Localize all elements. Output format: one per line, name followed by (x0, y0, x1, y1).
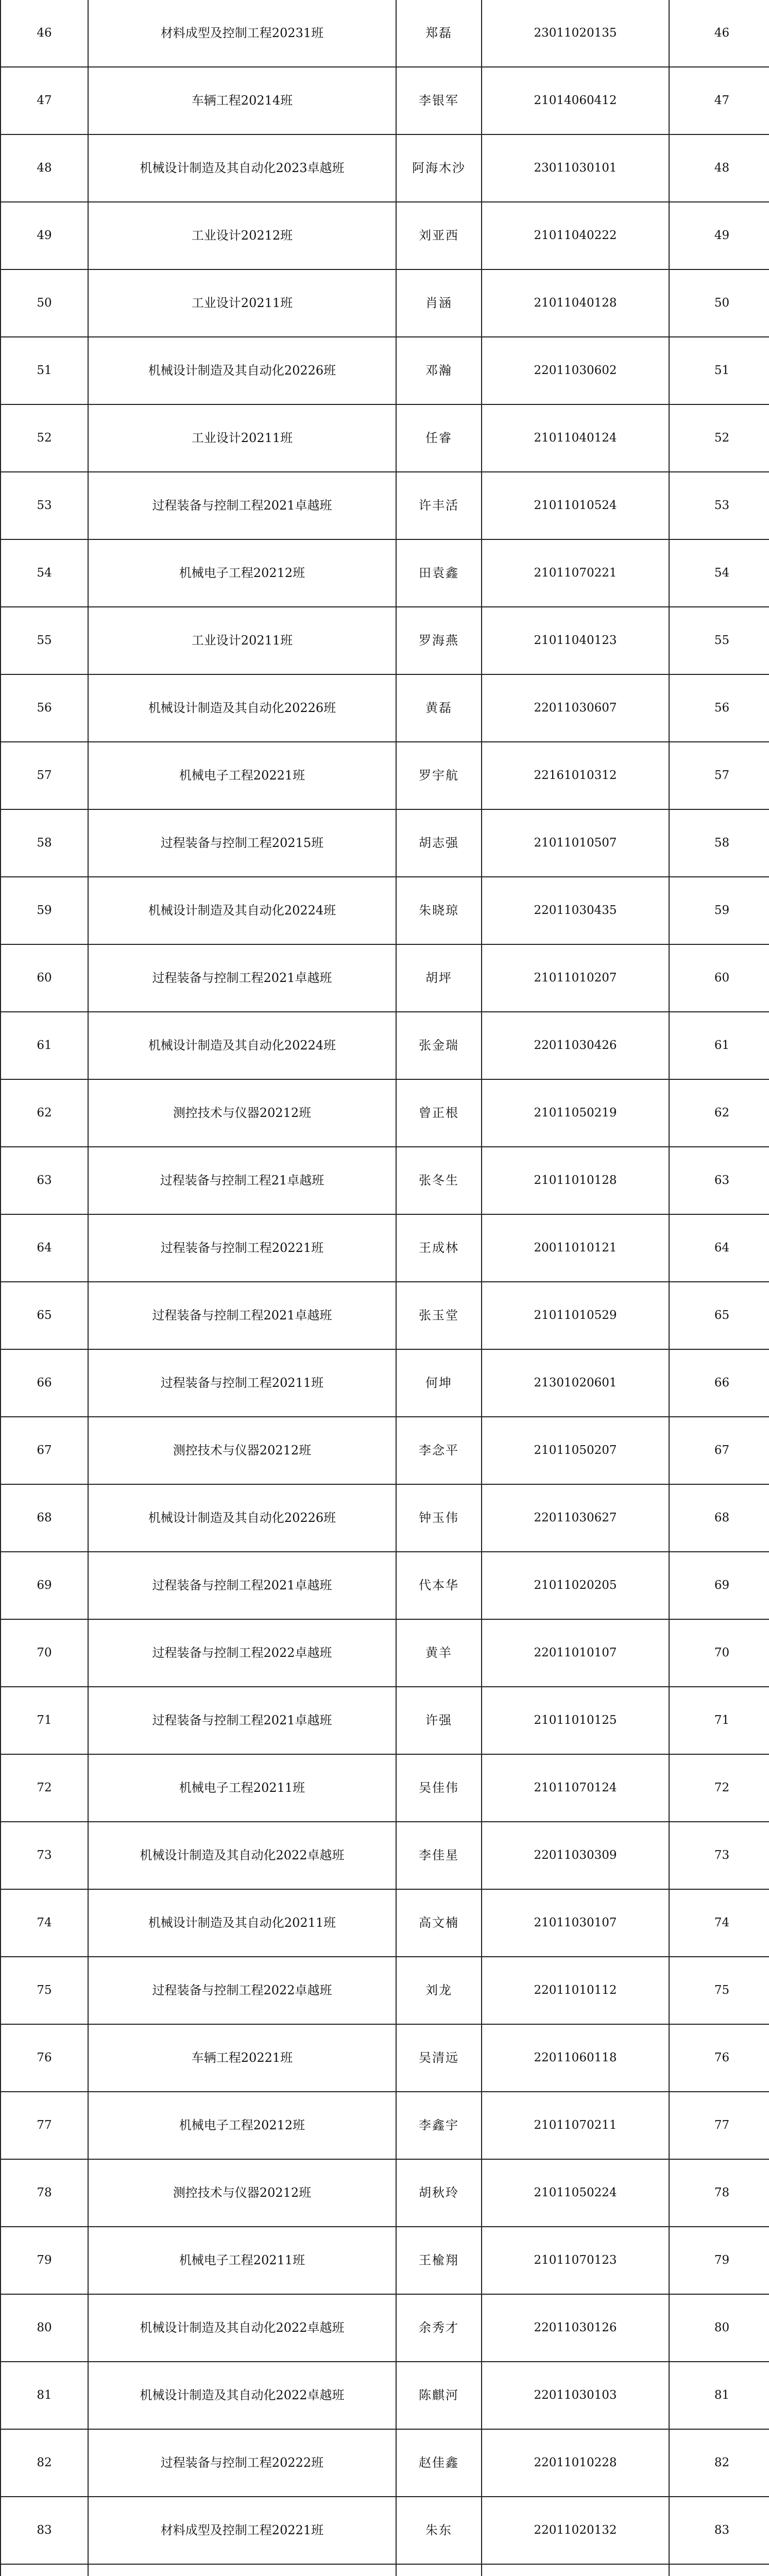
row-number-cell: 78 (1, 2159, 88, 2227)
student-id-cell: 21011030107 (482, 1889, 669, 1957)
sequence-number-cell: 52 (669, 404, 769, 472)
class-name-cell: 机械电子工程20212班 (88, 539, 396, 607)
row-number-cell: 61 (1, 1012, 88, 1079)
row-number-cell: 48 (1, 134, 88, 202)
sequence-number-cell: 54 (669, 539, 769, 607)
row-number-cell: 47 (1, 67, 88, 134)
row-number-cell: 67 (1, 1417, 88, 1484)
student-name-cell: 代本华 (396, 1552, 482, 1619)
table-row (1, 1214, 769, 1282)
row-number-cell: 50 (1, 269, 88, 337)
sequence-number-cell: 55 (669, 607, 769, 674)
class-name-cell: 工业设计20211班 (88, 404, 396, 472)
student-id-cell: 22161010312 (482, 742, 669, 809)
student-name-cell: 李银军 (396, 67, 482, 134)
row-number-cell: 73 (1, 1822, 88, 1889)
class-name-cell: 机械设计制造及其自动化2023卓越班 (88, 134, 396, 202)
sequence-number-cell: 63 (669, 1147, 769, 1214)
student-name-cell: 何坤 (396, 1349, 482, 1417)
student-id-cell: 20011010121 (482, 1214, 669, 1282)
sequence-number-cell: 74 (669, 1889, 769, 1957)
table-row (1, 0, 769, 67)
class-name-cell: 机械设计制造及其自动化2022卓越班 (88, 2294, 396, 2362)
student-id-cell: 21011040124 (482, 404, 669, 472)
sequence-number-cell: 83 (669, 2497, 769, 2564)
class-name-cell: 车辆工程20221班 (88, 2024, 396, 2092)
student-id-cell: 21011010529 (482, 1282, 669, 1349)
table-row (1, 1079, 769, 1147)
student-id-cell: 21011010125 (482, 1687, 669, 1754)
student-name-cell: 罗海燕 (396, 607, 482, 674)
table-row (1, 809, 769, 877)
table-row (1, 2227, 769, 2294)
row-number-cell: 57 (1, 742, 88, 809)
student-name-cell: 钟玉伟 (396, 1484, 482, 1552)
sequence-number-cell: 48 (669, 134, 769, 202)
table-row (1, 337, 769, 404)
student-id-cell: 21011010207 (482, 944, 669, 1012)
table-row (1, 1484, 769, 1552)
student-name-cell: 黄磊 (396, 674, 482, 742)
class-name-cell: 机械设计制造及其自动化2022卓越班 (88, 2362, 396, 2429)
table-row (1, 1552, 769, 1619)
row-number-cell: 64 (1, 1214, 88, 1282)
class-name-cell: 工业设计20211班 (88, 269, 396, 337)
sequence-number-cell (669, 2564, 769, 2576)
row-number-cell: 79 (1, 2227, 88, 2294)
student-name-cell: 刘龙 (396, 1957, 482, 2024)
student-id-cell: 22011030627 (482, 1484, 669, 1552)
student-id-cell: 21014060412 (482, 67, 669, 134)
row-number-cell: 53 (1, 472, 88, 539)
student-name-cell: 赵佳鑫 (396, 2429, 482, 2497)
row-number-cell: 49 (1, 202, 88, 269)
table-row (1, 67, 769, 134)
student-name-cell: 郑磊 (396, 0, 482, 67)
student-name-cell (396, 2564, 482, 2576)
class-name-cell: 机械电子工程20212班 (88, 2092, 396, 2159)
class-name-cell: 机械设计制造及其自动化20226班 (88, 1484, 396, 1552)
sequence-number-cell: 64 (669, 1214, 769, 1282)
sequence-number-cell: 59 (669, 877, 769, 944)
row-number-cell: 62 (1, 1079, 88, 1147)
sequence-number-cell: 56 (669, 674, 769, 742)
student-name-cell: 朱晓琼 (396, 877, 482, 944)
table-row (1, 472, 769, 539)
student-name-cell: 李念平 (396, 1417, 482, 1484)
table-row (1, 1754, 769, 1822)
row-number-cell: 71 (1, 1687, 88, 1754)
student-name-cell: 田袁鑫 (396, 539, 482, 607)
roster-table-body (1, 0, 769, 2576)
row-number-cell: 51 (1, 337, 88, 404)
table-row (1, 1147, 769, 1214)
student-id-cell: 21011010507 (482, 809, 669, 877)
student-id-cell: 21011050224 (482, 2159, 669, 2227)
class-name-cell: 机械设计制造及其自动化20226班 (88, 674, 396, 742)
class-name-cell: 机械设计制造及其自动化20224班 (88, 1012, 396, 1079)
row-number-cell: 83 (1, 2497, 88, 2564)
row-number-cell: 66 (1, 1349, 88, 1417)
class-name-cell: 过程装备与控制工程2021卓越班 (88, 944, 396, 1012)
class-name-cell: 工业设计20211班 (88, 607, 396, 674)
sequence-number-cell: 81 (669, 2362, 769, 2429)
row-number-cell: 63 (1, 1147, 88, 1214)
class-name-cell: 过程装备与控制工程20222班 (88, 2429, 396, 2497)
table-row (1, 539, 769, 607)
row-number-cell (1, 2564, 88, 2576)
row-number-cell: 82 (1, 2429, 88, 2497)
table-row (1, 944, 769, 1012)
sequence-number-cell: 66 (669, 1349, 769, 1417)
student-id-cell: 21011010128 (482, 1147, 669, 1214)
class-name-cell: 机械设计制造及其自动化20224班 (88, 877, 396, 944)
row-number-cell: 81 (1, 2362, 88, 2429)
sequence-number-cell: 65 (669, 1282, 769, 1349)
student-id-cell: 23011030101 (482, 134, 669, 202)
table-row (1, 1012, 769, 1079)
class-name-cell: 过程装备与控制工程2022卓越班 (88, 1619, 396, 1687)
student-name-cell: 陈麒河 (396, 2362, 482, 2429)
sequence-number-cell: 61 (669, 1012, 769, 1079)
sequence-number-cell: 79 (669, 2227, 769, 2294)
table-row (1, 2497, 769, 2564)
class-name-cell: 车辆工程20214班 (88, 67, 396, 134)
class-name-cell: 过程装备与控制工程20215班 (88, 809, 396, 877)
table-row (1, 1349, 769, 1417)
row-number-cell: 77 (1, 2092, 88, 2159)
row-number-cell: 56 (1, 674, 88, 742)
row-number-cell: 46 (1, 0, 88, 67)
sequence-number-cell: 49 (669, 202, 769, 269)
student-name-cell: 黄羊 (396, 1619, 482, 1687)
row-number-cell: 52 (1, 404, 88, 472)
sequence-number-cell: 46 (669, 0, 769, 67)
table-row (1, 1417, 769, 1484)
student-id-cell: 21011070211 (482, 2092, 669, 2159)
sequence-number-cell: 75 (669, 1957, 769, 2024)
student-id-cell: 22011030126 (482, 2294, 669, 2362)
class-name-cell: 机械设计制造及其自动化20226班 (88, 337, 396, 404)
class-name-cell: 材料成型及控制工程20231班 (88, 0, 396, 67)
row-number-cell: 60 (1, 944, 88, 1012)
student-name-cell: 王楡翔 (396, 2227, 482, 2294)
class-name-cell: 机械设计制造及其自动化20211班 (88, 1889, 396, 1957)
student-id-cell: 21011040128 (482, 269, 669, 337)
student-name-cell: 阿海木沙 (396, 134, 482, 202)
student-id-cell: 21011040123 (482, 607, 669, 674)
student-id-cell: 21011070123 (482, 2227, 669, 2294)
sequence-number-cell: 76 (669, 2024, 769, 2092)
sequence-number-cell: 80 (669, 2294, 769, 2362)
sequence-number-cell: 77 (669, 2092, 769, 2159)
student-id-cell: 22011030435 (482, 877, 669, 944)
table-row (1, 1957, 769, 2024)
student-name-cell: 邓瀚 (396, 337, 482, 404)
row-number-cell: 80 (1, 2294, 88, 2362)
sequence-number-cell: 70 (669, 1619, 769, 1687)
row-number-cell: 59 (1, 877, 88, 944)
sequence-number-cell: 78 (669, 2159, 769, 2227)
student-name-cell: 许强 (396, 1687, 482, 1754)
student-id-cell: 21011050219 (482, 1079, 669, 1147)
student-name-cell: 胡坪 (396, 944, 482, 1012)
student-id-cell: 21011050207 (482, 1417, 669, 1484)
student-name-cell: 胡志强 (396, 809, 482, 877)
table-row (1, 2429, 769, 2497)
student-id-cell: 22011010107 (482, 1619, 669, 1687)
student-id-cell: 21011010524 (482, 472, 669, 539)
student-id-cell: 22011030103 (482, 2362, 669, 2429)
student-id-cell: 22011060118 (482, 2024, 669, 2092)
student-name-cell: 胡秋玲 (396, 2159, 482, 2227)
sequence-number-cell: 69 (669, 1552, 769, 1619)
row-number-cell: 68 (1, 1484, 88, 1552)
class-name-cell: 过程装备与控制工程21卓越班 (88, 1147, 396, 1214)
student-name-cell: 曾正根 (396, 1079, 482, 1147)
student-id-cell: 22011030426 (482, 1012, 669, 1079)
row-number-cell: 65 (1, 1282, 88, 1349)
sequence-number-cell: 58 (669, 809, 769, 877)
table-row (1, 742, 769, 809)
student-name-cell: 肖涵 (396, 269, 482, 337)
class-name-cell: 工业设计20212班 (88, 202, 396, 269)
student-name-cell: 罗宇航 (396, 742, 482, 809)
row-number-cell: 58 (1, 809, 88, 877)
table-row (1, 404, 769, 472)
class-name-cell: 机械设计制造及其自动化2022卓越班 (88, 1822, 396, 1889)
class-name-cell: 过程装备与控制工程2022卓越班 (88, 1957, 396, 2024)
class-name-cell: 过程装备与控制工程2021卓越班 (88, 1552, 396, 1619)
class-name-cell: 机械电子工程20211班 (88, 2227, 396, 2294)
sequence-number-cell: 60 (669, 944, 769, 1012)
class-name-cell: 过程装备与控制工程20211班 (88, 1349, 396, 1417)
class-name-cell: 机械电子工程20211班 (88, 1754, 396, 1822)
student-name-cell: 高文楠 (396, 1889, 482, 1957)
class-name-cell: 过程装备与控制工程2021卓越班 (88, 1687, 396, 1754)
row-number-cell: 76 (1, 2024, 88, 2092)
student-name-cell: 许丰活 (396, 472, 482, 539)
student-name-cell: 张玉堂 (396, 1282, 482, 1349)
class-name-cell: 机械电子工程20221班 (88, 742, 396, 809)
student-id-cell: 22011020132 (482, 2497, 669, 2564)
student-name-cell: 余秀才 (396, 2294, 482, 2362)
row-number-cell: 72 (1, 1754, 88, 1822)
student-name-cell: 张金瑞 (396, 1012, 482, 1079)
sequence-number-cell: 67 (669, 1417, 769, 1484)
sequence-number-cell: 51 (669, 337, 769, 404)
row-number-cell: 70 (1, 1619, 88, 1687)
class-name-cell: 测控技术与仪器20212班 (88, 2159, 396, 2227)
student-name-cell: 刘亚西 (396, 202, 482, 269)
student-id-cell: 22011030602 (482, 337, 669, 404)
student-id-cell: 21301020601 (482, 1349, 669, 1417)
student-id-cell: 22011010228 (482, 2429, 669, 2497)
table-row (1, 674, 769, 742)
student-name-cell: 李鑫宇 (396, 2092, 482, 2159)
student-name-cell: 李佳星 (396, 1822, 482, 1889)
row-number-cell: 75 (1, 1957, 88, 2024)
student-name-cell: 朱东 (396, 2497, 482, 2564)
row-number-cell: 55 (1, 607, 88, 674)
table-row (1, 1687, 769, 1754)
sequence-number-cell: 53 (669, 472, 769, 539)
student-id-cell: 22011030607 (482, 674, 669, 742)
table-row (1, 607, 769, 674)
table-row (1, 2564, 769, 2576)
student-id-cell: 21011070124 (482, 1754, 669, 1822)
table-row (1, 1822, 769, 1889)
row-number-cell: 74 (1, 1889, 88, 1957)
sequence-number-cell: 72 (669, 1754, 769, 1822)
class-name-cell: 过程装备与控制工程2021卓越班 (88, 472, 396, 539)
student-id-cell: 21011070221 (482, 539, 669, 607)
student-id-cell: 23011020135 (482, 0, 669, 67)
student-id-cell: 21011020205 (482, 1552, 669, 1619)
table-row (1, 2159, 769, 2227)
sequence-number-cell: 62 (669, 1079, 769, 1147)
student-id-cell: 22011030309 (482, 1822, 669, 1889)
class-name-cell: 测控技术与仪器20212班 (88, 1417, 396, 1484)
student-name-cell: 吴佳伟 (396, 1754, 482, 1822)
class-name-cell: 过程装备与控制工程20221班 (88, 1214, 396, 1282)
class-name-cell (88, 2564, 396, 2576)
student-name-cell: 任睿 (396, 404, 482, 472)
sequence-number-cell: 71 (669, 1687, 769, 1754)
sequence-number-cell: 68 (669, 1484, 769, 1552)
sequence-number-cell: 50 (669, 269, 769, 337)
table-row (1, 134, 769, 202)
student-name-cell: 张冬生 (396, 1147, 482, 1214)
table-row (1, 202, 769, 269)
class-name-cell: 过程装备与控制工程2021卓越班 (88, 1282, 396, 1349)
student-id-cell: 22011010112 (482, 1957, 669, 2024)
table-row (1, 877, 769, 944)
sequence-number-cell: 47 (669, 67, 769, 134)
student-name-cell: 吴清远 (396, 2024, 482, 2092)
row-number-cell: 54 (1, 539, 88, 607)
table-row (1, 1282, 769, 1349)
sequence-number-cell: 57 (669, 742, 769, 809)
table-row (1, 2294, 769, 2362)
table-row (1, 1619, 769, 1687)
sequence-number-cell: 82 (669, 2429, 769, 2497)
student-id-cell: 21011040222 (482, 202, 669, 269)
table-row (1, 2092, 769, 2159)
student-name-cell: 王成林 (396, 1214, 482, 1282)
table-row (1, 269, 769, 337)
class-name-cell: 测控技术与仪器20212班 (88, 1079, 396, 1147)
table-row (1, 2024, 769, 2092)
sequence-number-cell: 73 (669, 1822, 769, 1889)
row-number-cell: 69 (1, 1552, 88, 1619)
table-row (1, 1889, 769, 1957)
student-id-cell (482, 2564, 669, 2576)
class-name-cell: 材料成型及控制工程20221班 (88, 2497, 396, 2564)
table-row (1, 2362, 769, 2429)
